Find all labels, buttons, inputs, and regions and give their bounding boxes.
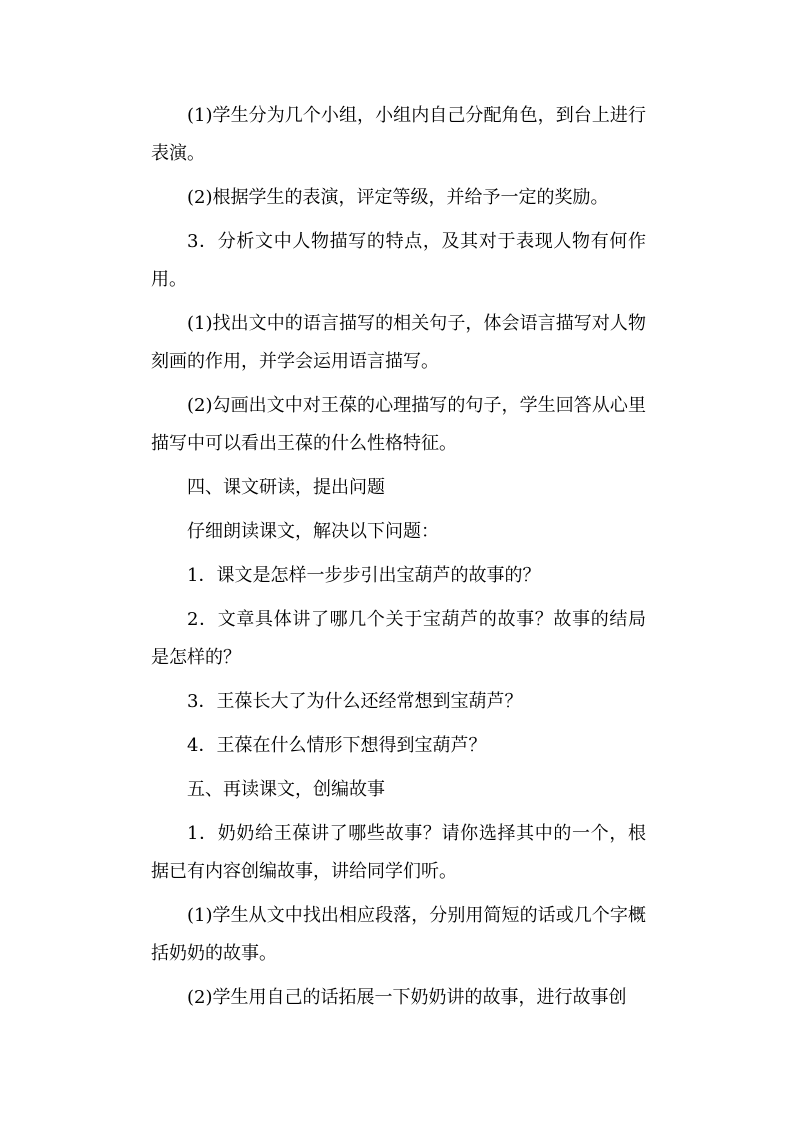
paragraph-psychological-description: (2)勾画出文中对王葆的心理描写的句子，学生回答从心里描写中可以看出王葆的什么性格特征。: [151, 395, 646, 454]
section-heading-four: 四、课文研读，提出问题: [187, 477, 385, 498]
paragraph-grandma-stories: 1．奶奶给王葆讲了哪些故事？请你选择其中的一个，根据已有内容创编故事，讲给同学们听。: [151, 823, 646, 882]
paragraph-find-segments: (1)学生从文中找出相应段落，分别用简短的话或几个字概括奶奶的故事。: [151, 905, 646, 964]
paragraph-read-carefully: 仔细朗读课文，解决以下问题：: [187, 521, 439, 542]
paragraph-perform-groups: (1)学生分为几个小组，小组内自己分配角色，到台上进行表演。: [151, 105, 646, 164]
section-heading-five: 五、再读课文，创编故事: [187, 779, 385, 800]
document-body: [151, 97, 646, 1023]
question-2: 2．文章具体讲了哪几个关于宝葫芦的故事？故事的结局是怎样的？: [151, 609, 646, 668]
paragraph-language-description: (1)找出文中的语言描写的相关句子，体会语言描写对人物刻画的作用，并学会运用语言描写。: [151, 313, 646, 372]
paragraph-analyze-character-description: 3．分析文中人物描写的特点，及其对于表现人物有何作用。: [151, 231, 646, 290]
paragraph-expand-story: (2)学生用自己的话拓展一下奶奶讲的故事，进行故事创: [187, 987, 627, 1008]
question-4: 4．王葆在什么情形下想得到宝葫芦？: [187, 735, 487, 756]
paragraph-evaluate-performance: (2)根据学生的表演，评定等级，并给予一定的奖励。: [187, 187, 609, 208]
question-3: 3．王葆长大了为什么还经常想到宝葫芦？: [187, 691, 523, 712]
question-1: 1．课文是怎样一步步引出宝葫芦的故事的？: [187, 565, 541, 586]
